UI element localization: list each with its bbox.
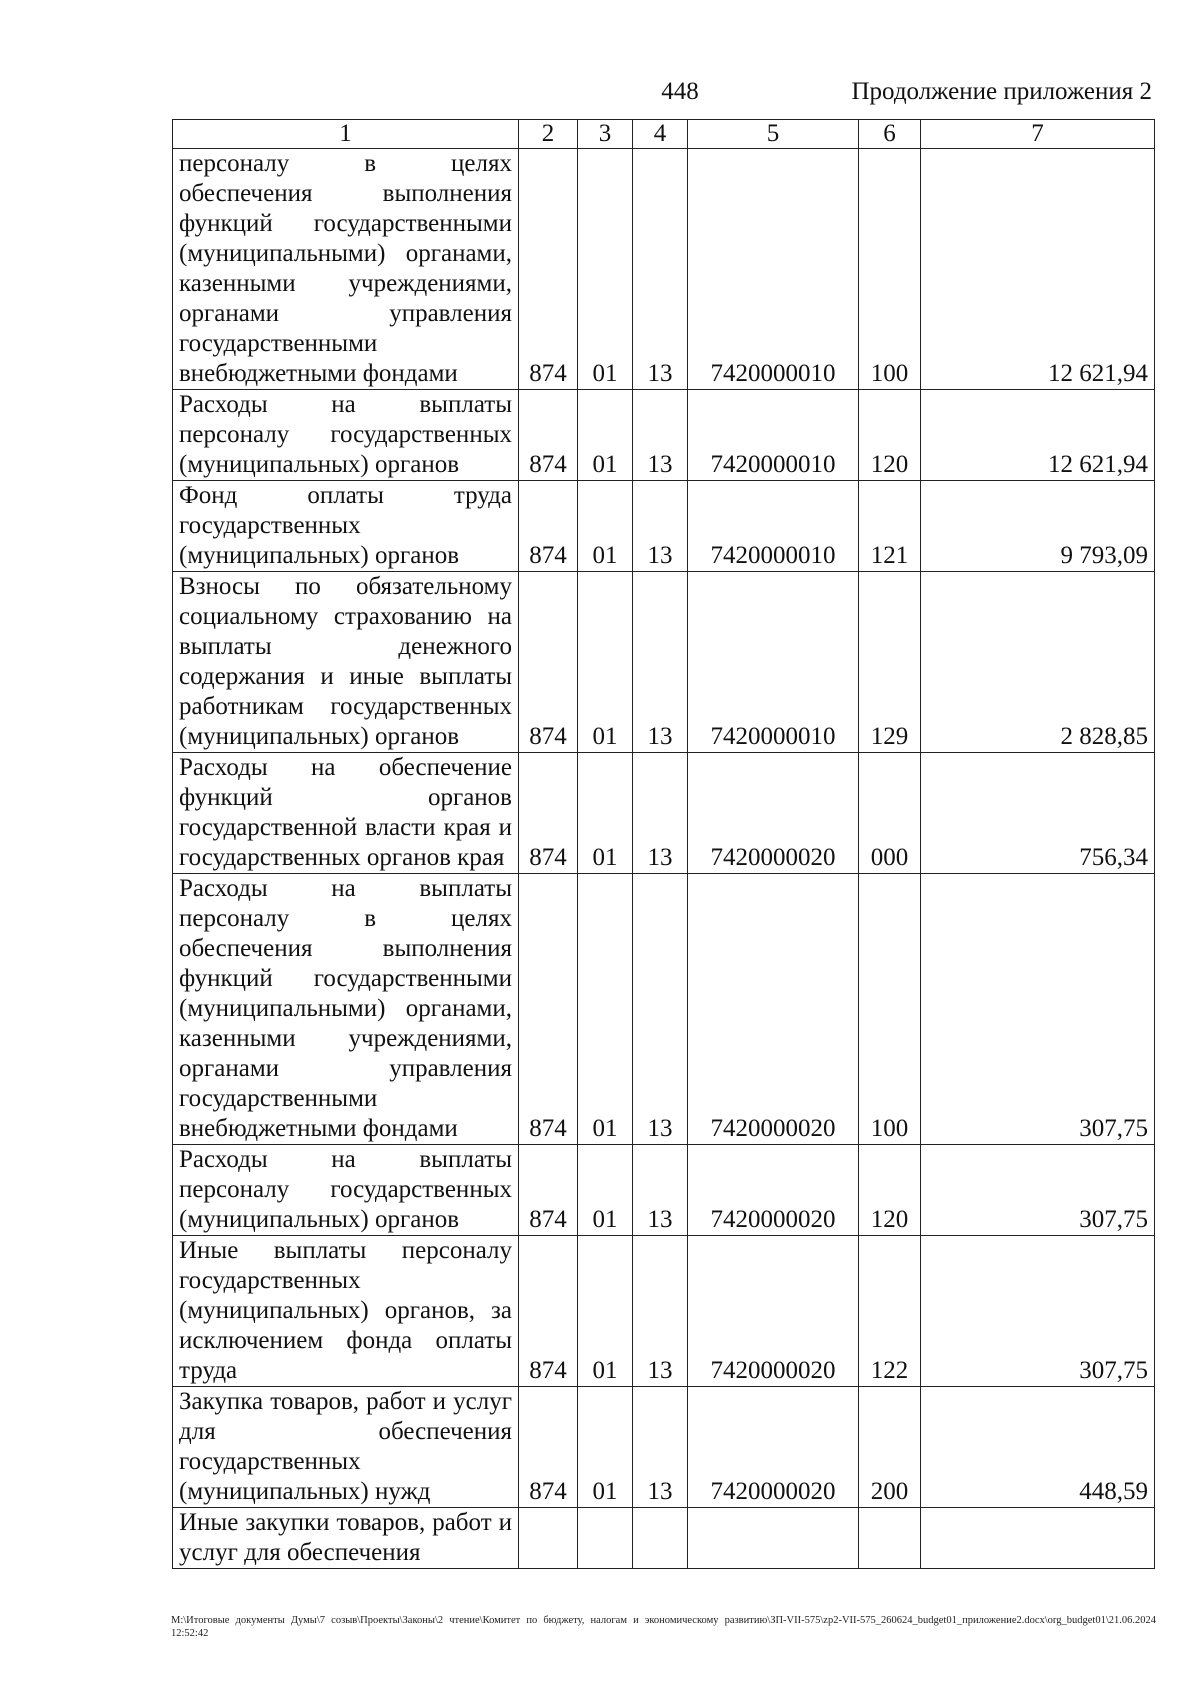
- expense-name-line: Фонд оплаты труда: [179, 482, 512, 509]
- column-header: 4: [633, 120, 688, 149]
- subsection-code-cell: 13: [633, 874, 688, 1145]
- table-row: [173, 874, 1155, 1145]
- target-article-cell: [688, 1508, 859, 1569]
- section-code-cell: 01: [578, 572, 633, 753]
- expense-name-cell: [173, 753, 519, 874]
- expense-name-line: (муниципальных) нужд: [179, 1478, 431, 1505]
- page-number: 448: [661, 78, 699, 105]
- admin-code-cell: 874: [519, 390, 578, 481]
- section-code-cell: 01: [578, 481, 633, 572]
- table-row: [173, 390, 1155, 481]
- expense-type-cell: [859, 1508, 921, 1569]
- expense-name-line: выплаты денежного: [179, 633, 512, 660]
- amount-cell: [921, 1508, 1155, 1569]
- expense-name-line: (муниципальных) органов: [179, 451, 460, 478]
- expense-name-line: персоналу государственных: [179, 421, 512, 448]
- target-article-cell: 7420000020: [688, 874, 859, 1145]
- amount-cell: 9 793,09: [921, 481, 1155, 572]
- expense-name-line: для обеспечения: [179, 1418, 512, 1445]
- section-code-cell: 01: [578, 874, 633, 1145]
- expense-name-cell: [173, 390, 519, 481]
- expense-name-line: функций государственными: [179, 210, 512, 237]
- section-code-cell: 01: [578, 390, 633, 481]
- target-article-cell: 7420000010: [688, 149, 859, 390]
- expense-name-line: Расходы на обеспечение: [179, 754, 512, 781]
- expense-name-line: казенными учреждениями,: [179, 1025, 512, 1052]
- expense-name-line: Взносы по обязательному: [179, 573, 512, 600]
- expense-name-line: обеспечения выполнения: [179, 180, 512, 207]
- expense-name-line: обеспечения выполнения: [179, 935, 512, 962]
- amount-cell: 307,75: [921, 1236, 1155, 1387]
- expense-name-line: государственными: [179, 1085, 378, 1112]
- column-header: 5: [688, 120, 859, 149]
- table-row: [173, 149, 1155, 390]
- table-row: [173, 481, 1155, 572]
- target-article-cell: 7420000010: [688, 390, 859, 481]
- expense-name-line: (муниципальными) органами,: [179, 240, 512, 267]
- expense-name-line: органами управления: [179, 1055, 512, 1082]
- expense-name-line: Расходы на выплаты: [179, 1146, 512, 1173]
- admin-code-cell: 874: [519, 753, 578, 874]
- amount-cell: 2 828,85: [921, 572, 1155, 753]
- subsection-code-cell: 13: [633, 149, 688, 390]
- table-row: [173, 1145, 1155, 1236]
- expense-name-line: труда: [179, 1357, 238, 1384]
- column-header: 6: [859, 120, 921, 149]
- expense-type-cell: 200: [859, 1387, 921, 1508]
- expense-name-line: услуг для обеспечения: [179, 1539, 421, 1566]
- expense-name-cell: [173, 1236, 519, 1387]
- section-code-cell: 01: [578, 1236, 633, 1387]
- expense-type-cell: 120: [859, 390, 921, 481]
- amount-cell: 307,75: [921, 874, 1155, 1145]
- expense-name-line: Иные закупки товаров, работ и: [179, 1509, 512, 1536]
- expense-name-line: государственных: [179, 1448, 361, 1475]
- expense-name-line: Закупка товаров, работ и услуг: [179, 1388, 512, 1415]
- admin-code-cell: 874: [519, 1236, 578, 1387]
- subsection-code-cell: [633, 1508, 688, 1569]
- column-header: 2: [519, 120, 578, 149]
- amount-cell: 12 621,94: [921, 149, 1155, 390]
- section-code-cell: [578, 1508, 633, 1569]
- admin-code-cell: 874: [519, 481, 578, 572]
- expense-name-line: функций государственными: [179, 965, 512, 992]
- expense-type-cell: 129: [859, 572, 921, 753]
- continuation-label: Продолжение приложения 2: [851, 78, 1152, 105]
- expense-type-cell: 100: [859, 874, 921, 1145]
- admin-code-cell: 874: [519, 149, 578, 390]
- file-path-footer: M:\Итоговые документы Думы\7 созыв\Проекты\Законы\2 чтение\Комитет по бюджету, налогам и экономическому развитию\ЗП-VII-575\zp2-VII-575_260624_budget01_приложение2.docx\org_budget01\21.06.2024 12:52:42: [171, 1615, 1156, 1639]
- expense-name-line: (муниципальных) органов: [179, 723, 460, 750]
- expense-name-line: казенными учреждениями,: [179, 270, 512, 297]
- expense-name-line: внебюджетными фондами: [179, 1115, 458, 1142]
- expense-name-line: органами управления: [179, 300, 512, 327]
- subsection-code-cell: 13: [633, 481, 688, 572]
- expense-name-line: (муниципальных) органов: [179, 1206, 460, 1233]
- section-code-cell: 01: [578, 1145, 633, 1236]
- admin-code-cell: 874: [519, 1145, 578, 1236]
- table-row: [173, 1387, 1155, 1508]
- table-row: [173, 572, 1155, 753]
- budget-table: [172, 119, 1155, 1569]
- expense-type-cell: 100: [859, 149, 921, 390]
- expense-name-line: (муниципальных) органов, за: [179, 1297, 512, 1324]
- expense-name-line: Расходы на выплаты: [179, 391, 512, 418]
- target-article-cell: 7420000020: [688, 1387, 859, 1508]
- expense-name-line: государственных органов края: [179, 844, 505, 871]
- admin-code-cell: 874: [519, 572, 578, 753]
- amount-cell: 12 621,94: [921, 390, 1155, 481]
- expense-name-cell: [173, 149, 519, 390]
- table-row: [173, 1236, 1155, 1387]
- expense-name-cell: [173, 572, 519, 753]
- expense-name-cell: [173, 1145, 519, 1236]
- expense-name-cell: [173, 874, 519, 1145]
- amount-cell: 448,59: [921, 1387, 1155, 1508]
- expense-name-line: персоналу государственных: [179, 1176, 512, 1203]
- expense-name-line: государственных: [179, 1267, 361, 1294]
- subsection-code-cell: 13: [633, 1145, 688, 1236]
- expense-name-line: Иные выплаты персоналу: [179, 1237, 512, 1264]
- expense-name-line: персоналу в целях: [179, 150, 512, 177]
- expense-name-line: персоналу в целях: [179, 905, 512, 932]
- expense-name-line: (муниципальных) органов: [179, 542, 460, 569]
- target-article-cell: 7420000020: [688, 1145, 859, 1236]
- admin-code-cell: 874: [519, 874, 578, 1145]
- subsection-code-cell: 13: [633, 1236, 688, 1387]
- expense-name-line: содержания и иные выплаты: [179, 663, 512, 690]
- table-body: [173, 149, 1155, 1569]
- expense-name-line: государственных: [179, 512, 361, 539]
- table-row: [173, 1508, 1155, 1569]
- target-article-cell: 7420000020: [688, 1236, 859, 1387]
- subsection-code-cell: 13: [633, 390, 688, 481]
- expense-name-line: государственной власти края и: [179, 814, 512, 841]
- expense-name-line: работникам государственных: [179, 693, 512, 720]
- table-header-row: [173, 120, 1155, 149]
- expense-name-line: (муниципальными) органами,: [179, 995, 512, 1022]
- expense-name-line: исключением фонда оплаты: [179, 1327, 512, 1354]
- section-code-cell: 01: [578, 1387, 633, 1508]
- table-row: [173, 753, 1155, 874]
- expense-type-cell: 000: [859, 753, 921, 874]
- target-article-cell: 7420000010: [688, 481, 859, 572]
- expense-type-cell: 120: [859, 1145, 921, 1236]
- expense-name-line: внебюджетными фондами: [179, 360, 458, 387]
- subsection-code-cell: 13: [633, 572, 688, 753]
- column-header: 3: [578, 120, 633, 149]
- target-article-cell: 7420000010: [688, 572, 859, 753]
- expense-name-line: Расходы на выплаты: [179, 875, 512, 902]
- expense-type-cell: 121: [859, 481, 921, 572]
- subsection-code-cell: 13: [633, 753, 688, 874]
- column-header: 1: [173, 120, 519, 149]
- section-code-cell: 01: [578, 149, 633, 390]
- expense-name-cell: [173, 481, 519, 572]
- amount-cell: 307,75: [921, 1145, 1155, 1236]
- admin-code-cell: 874: [519, 1387, 578, 1508]
- section-code-cell: 01: [578, 753, 633, 874]
- expense-name-cell: [173, 1387, 519, 1508]
- admin-code-cell: [519, 1508, 578, 1569]
- expense-type-cell: 122: [859, 1236, 921, 1387]
- expense-name-line: социальному страхованию на: [179, 603, 512, 630]
- amount-cell: 756,34: [921, 753, 1155, 874]
- subsection-code-cell: 13: [633, 1387, 688, 1508]
- column-header: 7: [921, 120, 1155, 149]
- target-article-cell: 7420000020: [688, 753, 859, 874]
- expense-name-cell: [173, 1508, 519, 1569]
- expense-name-line: государственными: [179, 330, 378, 357]
- expense-name-line: функций органов: [179, 784, 512, 811]
